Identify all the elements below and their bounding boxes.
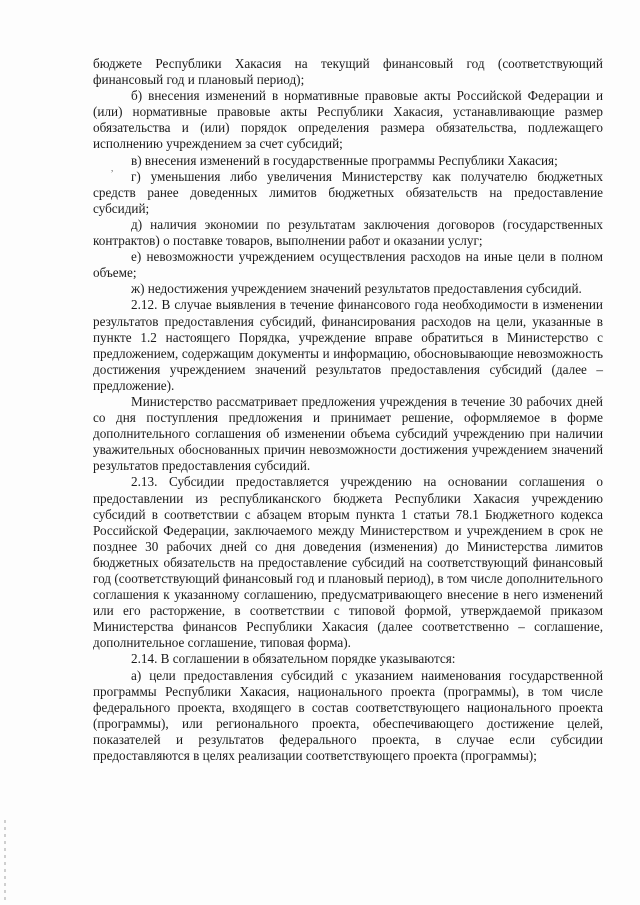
paragraph: ж) недостижения учреждением значений результатов предоставления субсидий. bbox=[131, 281, 582, 297]
scan-edge bbox=[4, 820, 6, 900]
ink-mark: , bbox=[111, 163, 114, 173]
paragraph: 2.13. Субсидии предоставляется учреждению на основании соглашения о предоставлении из республиканского бюджета Республики Хакасия учреждению субсидий в соответствии с абзацем вторым пункта 1 статьи 78.1 Бюджетного кодекса Российской Федерации, заключаемого между Министерством и учреждением в срок не позднее 30 рабочих дней со дня доведения (изменения) до Министерства лимитов бюджетных обязательств на предоставление субсидий на соответствующий финансовый год (соответствующий финансовый год и плановый период), в том числе дополнительного соглашения к указанному соглашению, предусматривающего внесение в него изменений или его расторжение, в соответствии с типовой формой, утверждаемой приказом Министерства финансов Республики Хакасия (далее соответственно – соглашение, дополнительное соглашение, типовая форма). bbox=[93, 474, 603, 651]
paragraph: е) невозможности учреждением осуществления расходов на иные цели в полном объеме; bbox=[93, 249, 603, 281]
paragraph: г) уменьшения либо увеличения Министерству как получателю бюджетных средств ранее доведенных лимитов бюджетных обязательств на предоставление субсидий; bbox=[93, 168, 603, 216]
paragraph: Министерство рассматривает предложения учреждения в течение 30 рабочих дней со дня поступления предложения и принимает решение, оформляемое в форме дополнительного соглашения об изменении объема субсидий учреждению при наличии уважительных обоснованных причин невозможности достижения учреждением значений результатов предоставления субсидий. bbox=[93, 393, 603, 474]
paragraph: а) цели предоставления субсидий с указанием наименования государственной программы Республики Хакасия, национального проекта (программы), в том числе федерального проекта, входящего в состав соответствующего национального проекта (программы), или регионального проекта, обеспечивающего достижение целей, показателей и результатов федерального проекта, в случае если субсидии предоставляются в целях реализации соответствующего проекта (программы); bbox=[93, 667, 603, 764]
paragraph: б) внесения изменений в нормативные правовые акты Российской Федерации и (или) нормативные правовые акты Республики Хакасия, устанавливающие размер обязательства и (или) порядок определения размера обязательства, подлежащего исполнению учреждением за счет субсидий; bbox=[93, 88, 603, 152]
paragraph: 2.14. В соглашении в обязательном порядке указываются: bbox=[131, 651, 456, 667]
paragraph: 2.12. В случае выявления в течение финансового года необходимости в изменении результатов предоставления субсидий, финансирования расходов на цели, указанные в пункте 1.2 настоящего Порядка, учреждение вправе обратиться в Министерство с предложением, содержащим документы и информацию, обосновывающие невозможность достижения учреждением значений результатов предоставления субсидий (далее – предложение). bbox=[93, 297, 603, 393]
paragraph: в) внесения изменений в государственные программы Республики Хакасия; bbox=[131, 152, 558, 168]
paragraph: бюджете Республики Хакасия на текущий финансовый год (соответствующий финансовый год и плановый период); bbox=[93, 56, 603, 88]
document-body bbox=[93, 56, 603, 764]
paragraph: д) наличия экономии по результатам заключения договоров (государственных контрактов) о поставке товаров, выполнении работ и оказании услуг; bbox=[93, 216, 603, 249]
